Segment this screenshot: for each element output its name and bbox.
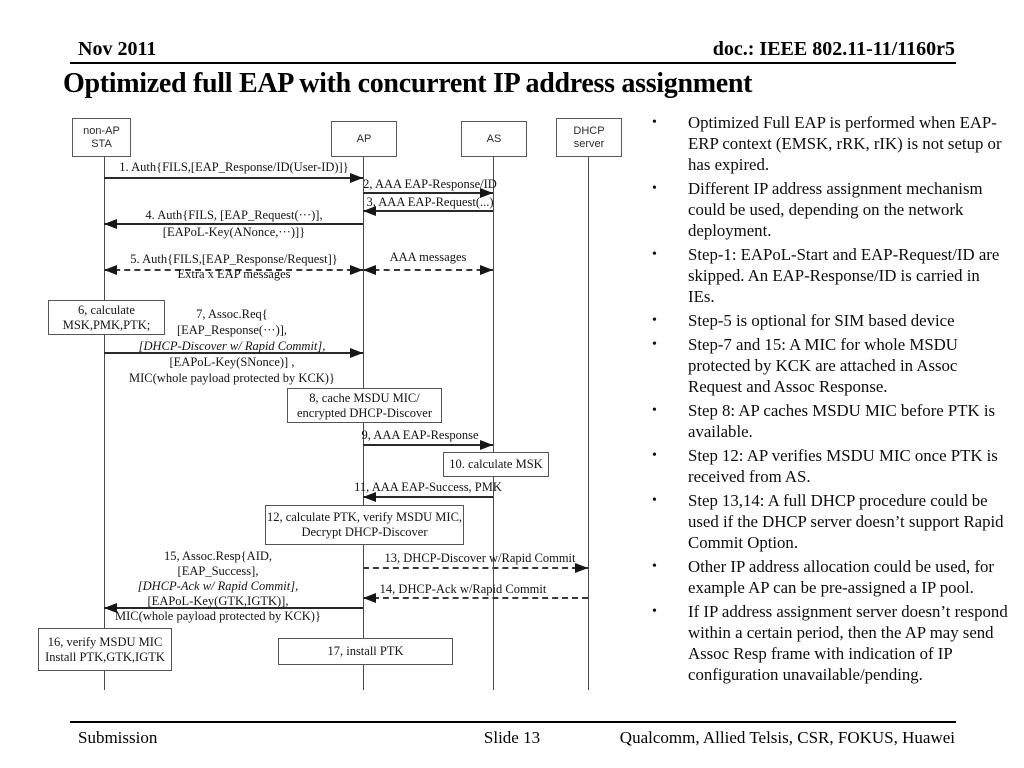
actor-dhcp-server: DHCP server [556,118,622,157]
arrowhead-left-5b [363,265,376,275]
message-label-15: 15, Assoc.Resp{AID, [EAP_Success], [DHCP-Ack w/ Rapid Commit], [EAPoL-Key(GTK,IGTK)], MIC(whole payload protected by KCK)} [115,549,321,623]
message-arrow-1 [104,177,363,179]
step-box-10: 10. calculate MSK [443,452,549,477]
bullet-text: Step 13,14: A full DHCP procedure could be used if the DHCP server doesn’t support Rapid Commit Option. [688,491,1004,552]
bullet-text: Optimized Full EAP is performed when EAP-ERP context (EMSK, rRK, rIK) is not setup or has expired. [688,113,1002,174]
bullet-text: Step-1: EAPoL-Start and EAP-Request/ID are skipped. An EAP-Response/ID is carried in IEs. [688,245,1000,306]
page-title: Optimized full EAP with concurrent IP address assignment [63,68,753,99]
header-doc-number: doc.: IEEE 802.11-11/1160r5 [712,38,955,60]
bullet-item-10 [645,601,1009,685]
bullet-text: Step 12: AP verifies MSDU MIC once PTK is received from AS. [688,446,998,486]
message-arrow-3 [363,210,493,212]
arrowhead-left-4 [104,219,117,229]
bullet-marker: • [652,313,657,328]
bullet-item-8 [645,490,1009,553]
message-label-4: 4. Auth{FILS, [EAP_Request(···)], [EAPoL-Key(ANonce,···)]} [145,208,323,239]
message-arrow-5b [363,269,493,271]
actor-as: AS [461,121,527,157]
message-label-1: 1. Auth{FILS,[EAP_Response/ID(User-ID)]} [119,160,349,174]
bullet-list [645,112,1009,688]
bullet-item-1 [645,112,1009,175]
message-label-11: 11, AAA EAP-Success, PMK [354,480,502,494]
lifeline-dhcp-server [588,155,589,690]
footer-rule [70,721,956,723]
header-date: Nov 2011 [78,38,157,60]
arrowhead-right-5b [480,265,493,275]
bullet-text: Step 8: AP caches MSDU MIC before PTK is available. [688,401,996,441]
message-label-5b: AAA messages [389,250,467,264]
message-arrow-14 [363,597,588,599]
arrowhead-right-13 [575,563,588,573]
footer-slide-number: Slide 13 [483,728,541,747]
bullet-text: Different IP address assignment mechanism could be used, depending on the network deployment. [688,179,983,240]
arrowhead-right-5 [350,265,363,275]
bullet-item-5 [645,334,1009,397]
bullet-marker: • [652,493,657,508]
step-box-16: 16, verify MSDU MIC Install PTK,GTK,IGTK [38,628,172,671]
bullet-text: If IP address assignment server doesn’t respond within a certain period, then the AP may send Assoc Resp frame with indication of IP configuration unavailable/pending. [688,602,1008,684]
bullet-text: Step-5 is optional for SIM based device [688,311,955,330]
arrowhead-right-7 [350,348,363,358]
bullet-item-9 [645,556,1009,598]
actor-ap: AP [331,121,397,157]
bullet-item-7 [645,445,1009,487]
bullet-marker: • [652,181,657,196]
message-label-7: 7, Assoc.Req{ [EAP_Response(···)], [DHCP-Discover w/ Rapid Commit], [EAPoL-Key(SNonce)] , MIC(whole payload protected by KCK)} [129,307,335,385]
bullet-item-2 [645,178,1009,241]
arrowhead-right-1 [350,173,363,183]
bullet-text: Step-7 and 15: A MIC for whole MSDU protected by KCK are attached in Assoc Request and Assoc Response. [688,335,958,396]
step-box-12: 12, calculate PTK, verify MSDU MIC, Decrypt DHCP-Discover [265,505,464,545]
bullet-marker: • [652,448,657,463]
bullet-text: Other IP address allocation could be used, for example AP can be pre-assigned a IP pool. [688,557,995,597]
footer-submission: Submission [78,728,158,747]
message-label-2: 2, AAA EAP-Response/ID [363,177,497,191]
bullet-marker: • [652,337,657,352]
lifeline-as [493,155,494,690]
message-label-13: 13, DHCP-Discover w/Rapid Commit [384,551,576,565]
message-label-3: 3, AAA EAP-Request(...) [366,195,494,209]
actor-non-ap-sta: non-AP STA [72,118,131,157]
message-arrow-13 [363,567,588,569]
step-box-6: 6, calculate MSK,PMK,PTK; [48,300,165,335]
bullet-marker: • [652,247,657,262]
footer-authors: Qualcomm, Allied Telsis, CSR, FOKUS, Huawei [619,728,955,747]
message-arrow-2 [363,192,493,194]
arrowhead-right-9 [480,440,493,450]
bullet-item-4 [645,310,1009,331]
message-arrow-11 [363,496,493,498]
bullet-marker: • [652,403,657,418]
message-arrow-9 [363,444,493,446]
bullet-item-3 [645,244,1009,307]
arrowhead-left-14 [363,593,376,603]
bullet-marker: • [652,115,657,130]
message-label-5: 5. Auth{FILS,[EAP_Response/Request]} Extra x EAP messages [130,252,338,281]
bullet-item-6 [645,400,1009,442]
bullet-marker: • [652,604,657,619]
message-label-9: 9, AAA EAP-Response [361,428,479,442]
step-box-8: 8, cache MSDU MIC/ encrypted DHCP-Discover [287,388,442,423]
arrowhead-left-5 [104,265,117,275]
message-label-14: 14, DHCP-Ack w/Rapid Commit [379,582,547,596]
bullet-marker: • [652,559,657,574]
step-box-17: 17, install PTK [278,638,453,665]
